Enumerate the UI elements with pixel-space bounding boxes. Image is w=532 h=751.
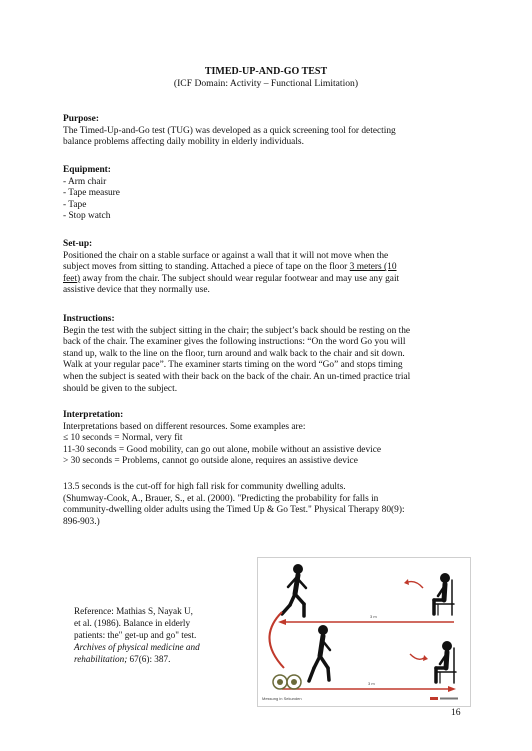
interpretation-line: 11-30 seconds = Good mobility, can go out alone, mobile without an assistive device (63, 444, 382, 455)
cutoff-section (63, 482, 465, 528)
cutoff-line: community-dwelling older adults using the Timed Up & Go Test." Physical Therapy 80(9): (63, 505, 405, 516)
equipment-heading: Equipment: (63, 165, 111, 175)
setup-heading: Set-up: (63, 239, 93, 249)
turn-arrow-icon (408, 582, 423, 588)
setup-text: subject moves from sitting to standing. Attached a piece of tape on the floor (63, 262, 350, 273)
reference-line: patients: the" get-up and go" test. (74, 630, 197, 640)
interpretation-section (63, 410, 465, 468)
reference-line: Reference: Mathias S, Nayak U, (74, 606, 193, 616)
reference-journal: rehabilitation; (74, 654, 128, 664)
purpose-section (63, 114, 465, 149)
instructions-line: Walk at your regular pace”. The examiner starts timing on the word “Go” and stops timing (63, 360, 403, 371)
figure-caption: Messung in Sekunden (262, 696, 302, 701)
cutoff-line: 13.5 seconds is the cut-off for high fall risk for community dwelling adults. (63, 482, 346, 492)
arrow-head-icon (423, 655, 428, 661)
equipment-item: - Stop watch (63, 211, 111, 222)
reference-block (74, 605, 244, 665)
cutoff-line: 896-903.) (63, 516, 100, 527)
interpretation-line: > 30 seconds = Problems, cannot go outside alone, requires an assistive device (63, 456, 358, 467)
setup-line: Positioned the chair on a stable surface or against a wall that it will not move when the (63, 250, 389, 261)
seated-figure-icon (434, 573, 454, 615)
tug-illustration (257, 557, 471, 707)
instructions-heading: Instructions: (63, 314, 115, 324)
rising-figure-icon (309, 625, 330, 681)
distance-underlined: 3 meters (10 (349, 262, 397, 273)
interpretation-line: ≤ 10 seconds = Normal, very fit (63, 433, 183, 444)
instructions-line: Begin the test with the subject sitting in the chair; the subject’s back should be resting on the (63, 325, 411, 336)
tug-illustration-svg (258, 558, 470, 706)
interpretation-heading: Interpretation: (63, 410, 124, 420)
setup-line (63, 262, 465, 274)
instructions-section (63, 314, 465, 395)
page-title: TIMED-UP-AND-GO TEST (204, 66, 328, 77)
setup-section (63, 239, 465, 297)
distance-label-top: 3 m (370, 614, 377, 619)
instructions-line: when the subject is seated with their back on the back of the chair. An un-timed practice trial (63, 371, 411, 382)
interpretation-line: Interpretations based on different resources. Some examples are: (63, 421, 306, 432)
purpose-line: balance problems affecting daily mobility in elderly individuals. (63, 137, 304, 148)
cutoff-line: (Shumway-Cook, A., Brauer, S., et al. (2000). "Predicting the probability for falls in (63, 493, 379, 504)
reference-journal: Archives of physical medicine and (74, 642, 200, 652)
instructions-line: back of the chair. The examiner gives the following instructions: “On the word Go you will (63, 337, 406, 348)
purpose-line: The Timed-Up-and-Go test (TUG) was developed as a quick screening tool for detecting (63, 125, 396, 136)
equipment-item: - Tape (63, 199, 87, 210)
equipment-item: - Tape measure (63, 188, 120, 199)
logo-icon (273, 675, 301, 689)
instructions-line: stand up, walk to the line on the floor, turn around and walk back to the chair and sit down. (63, 348, 405, 359)
seated-figure-icon (436, 641, 456, 683)
reference-citation: 67(6): 387. (127, 654, 171, 664)
reference-line (74, 653, 244, 665)
purpose-heading: Purpose: (63, 114, 99, 124)
page-subtitle: (ICF Domain: Activity – Functional Limitation) (173, 78, 359, 89)
arrow-head-icon (448, 686, 456, 692)
walking-figure-icon (282, 564, 306, 616)
setup-line: assistive device that they normally use. (63, 285, 210, 296)
setup-text: away from the chair. The subject should wear regular footwear and may use any gait (80, 273, 400, 284)
distance-label-bottom: 3 m (368, 681, 375, 686)
legend-text-mark (440, 698, 458, 700)
return-arc-icon (269, 612, 284, 668)
equipment-item: - Arm chair (63, 176, 107, 187)
page-number: 16 (451, 707, 461, 718)
setup-line (63, 274, 465, 286)
arrow-head-icon (404, 579, 409, 585)
legend-swatch (430, 697, 438, 700)
turn-arrow-icon (410, 654, 424, 659)
instructions-line: should be given to the subject. (63, 383, 178, 394)
reference-line: et al. (1986). Balance in elderly (74, 618, 191, 628)
arrow-head-icon (278, 619, 286, 625)
distance-underlined: feet) (63, 273, 81, 284)
equipment-section (63, 165, 465, 223)
